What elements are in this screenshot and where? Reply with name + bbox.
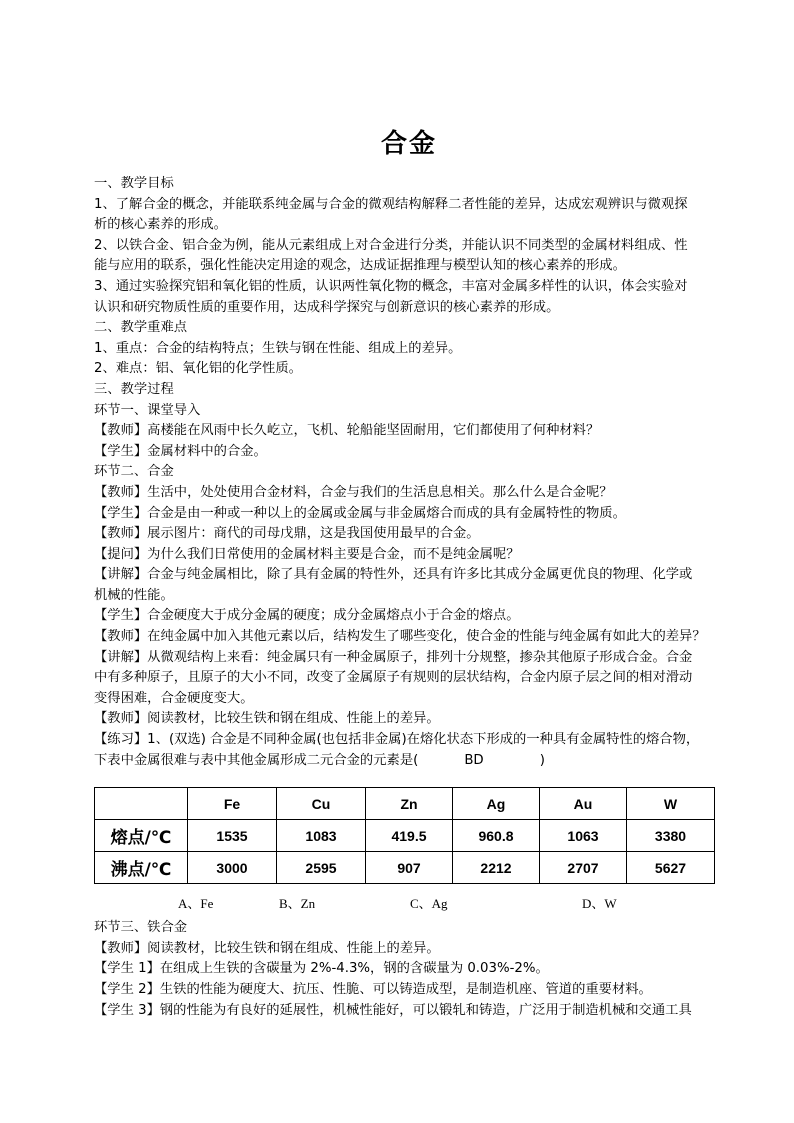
text-line: 【学生】合金硬度大于成分金属的硬度；成分金属熔点小于合金的熔点。 (94, 608, 520, 624)
text-line: 二、教学重难点 (94, 320, 188, 336)
option-c: C、Ag (410, 896, 448, 912)
text-line: 【教师】展示图片：商代的司母戊鼎，这是我国使用最早的合金。 (94, 526, 480, 542)
table-cell: 2212 (453, 852, 540, 884)
question-suffix: ) (539, 752, 545, 768)
table-cell: 3000 (188, 852, 277, 884)
table-cell: 1063 (540, 820, 627, 852)
text-line: 变得困难，合金硬度变大。 (94, 690, 254, 706)
table-cell: 907 (366, 852, 453, 884)
text-line: 3、通过实验探究铝和氧化铝的性质，认识两性氧化物的概念，丰富对金属多样性的认识，体会实验对 (94, 278, 688, 294)
page-title: 合金 (380, 129, 437, 159)
text-line: 【讲解】从微观结构上来看：纯金属只有一种金属原子，排列十分规整，掺杂其他原子形成合金。合金 (94, 649, 693, 665)
body-text-bottom (94, 918, 724, 1021)
table-header-row (95, 788, 715, 820)
text-line: 【提问】为什么我们日常使用的金属材料主要是合金，而不是纯金属呢？ (94, 546, 520, 562)
question-prefix: 下表中金属很难与表中其他金属形成二元合金的元素是( (94, 752, 419, 768)
table-cell: 2707 (540, 852, 627, 884)
text-line: 1、重点：合金的结构特点；生铁与钢在性能、组成上的差异。 (94, 340, 462, 356)
table-header-cell: Au (540, 788, 627, 820)
text-line: 1、了解合金的概念，并能联系纯金属与合金的微观结构解释二者性能的差异，达成宏观辨识与微观探 (94, 196, 688, 212)
table-cell: 1083 (277, 820, 366, 852)
text-line: 【学生 2】生铁的性能为硬度大、抗压、性脆、可以铸造成型，是制造机座、管道的重要材料。 (94, 982, 652, 997)
text-line: 能与应用的联系，强化性能决定用途的观念，达成证据推理与模型认知的核心素养的形成。 (94, 258, 626, 274)
table-header-cell: Fe (188, 788, 277, 820)
data-table-wrapper (94, 787, 724, 884)
text-line: 2、以铁合金、铝合金为例，能从元素组成上对合金进行分类，并能认识不同类型的金属材料组成、性 (94, 237, 688, 253)
body-text-top (94, 174, 724, 771)
table-cell: 419.5 (366, 820, 453, 852)
text-line: 【教师】在纯金属中加入其他元素以后，结构发生了哪些变化，使合金的性能与纯金属有如此大的差异？ (94, 629, 706, 645)
text-line: 机械的性能。 (94, 587, 174, 603)
table-cell: 960.8 (453, 820, 540, 852)
text-line: 【学生】合金是由一种或一种以上的金属或金属与非金属熔合而成的具有金属特性的物质。 (94, 505, 626, 521)
text-line: 【学生】金属材料中的合金。 (94, 443, 267, 459)
answer-options (94, 894, 724, 914)
option-b: B、Zn (279, 896, 316, 912)
metal-properties-table (94, 787, 715, 884)
option-d: D、W (582, 896, 617, 912)
text-line: 三、教学过程 (94, 381, 174, 397)
row-label-cell: 熔点/℃ (95, 820, 188, 852)
table-cell: 2595 (277, 852, 366, 884)
question-answer: BD (464, 752, 484, 768)
table-header-cell: Ag (453, 788, 540, 820)
option-a: A、Fe (178, 896, 214, 912)
table-cell: 5627 (627, 852, 715, 884)
text-line: 环节三、铁合金 (94, 920, 188, 936)
row-label-cell: 沸点/℃ (95, 852, 188, 884)
table-cell: 1535 (188, 820, 277, 852)
text-line: 认识和研究物质性质的重要作用，达成科学探究与创新意识的核心素养的形成。 (94, 299, 560, 315)
text-line: 【讲解】合金与纯金属相比，除了具有金属的特性外，还具有许多比其成分金属更优良的物理、化学或 (94, 567, 693, 583)
text-line: 【教师】生活中，处处使用合金材料，合金与我们的生活息息相关。那么什么是合金呢？ (94, 484, 613, 500)
question-line (94, 751, 724, 772)
text-line: 【教师】阅读教材，比较生铁和钢在组成、性能上的差异。 (94, 711, 440, 727)
text-line: 中有多种原子，且原子的大小不同，改变了金属原子有规则的层状结构，合金内原子层之间的相对滑动 (94, 670, 693, 686)
table-row (95, 820, 715, 852)
document-page (94, 124, 724, 1021)
text-line: 2、难点：铝、氧化铝的化学性质。 (94, 361, 302, 377)
text-line: 【学生 1】在组成上生铁的含碳量为 2%-4.3%，钢的含碳量为 0.03%-2%。 (94, 961, 549, 977)
text-line: 【教师】阅读教材，比较生铁和钢在组成、性能上的差异。 (94, 940, 440, 956)
text-line: 【教师】高楼能在风雨中长久屹立，飞机、轮船能坚固耐用，它们都使用了何种材料？ (94, 423, 600, 439)
text-line: 析的核心素养的形成。 (94, 217, 227, 233)
table-row (95, 852, 715, 884)
table-header-cell: W (627, 788, 715, 820)
text-line: 【练习】1、(双选) 合金是不同种金属(也包括非金属)在熔化状态下形成的一种具有金属特性的熔合物， (94, 732, 700, 748)
table-corner-cell (95, 788, 188, 820)
text-line: 一、教学目标 (94, 176, 174, 191)
table-header-cell: Cu (277, 788, 366, 820)
text-line: 环节二、合金 (94, 464, 174, 480)
table-cell: 3380 (627, 820, 715, 852)
text-line: 环节一、课堂导入 (94, 402, 201, 418)
table-header-cell: Zn (366, 788, 453, 820)
text-line: 【学生 3】钢的性能为有良好的延展性，机械性能好，可以锻轧和铸造，广泛用于制造机械和交通工具 (94, 1002, 692, 1018)
